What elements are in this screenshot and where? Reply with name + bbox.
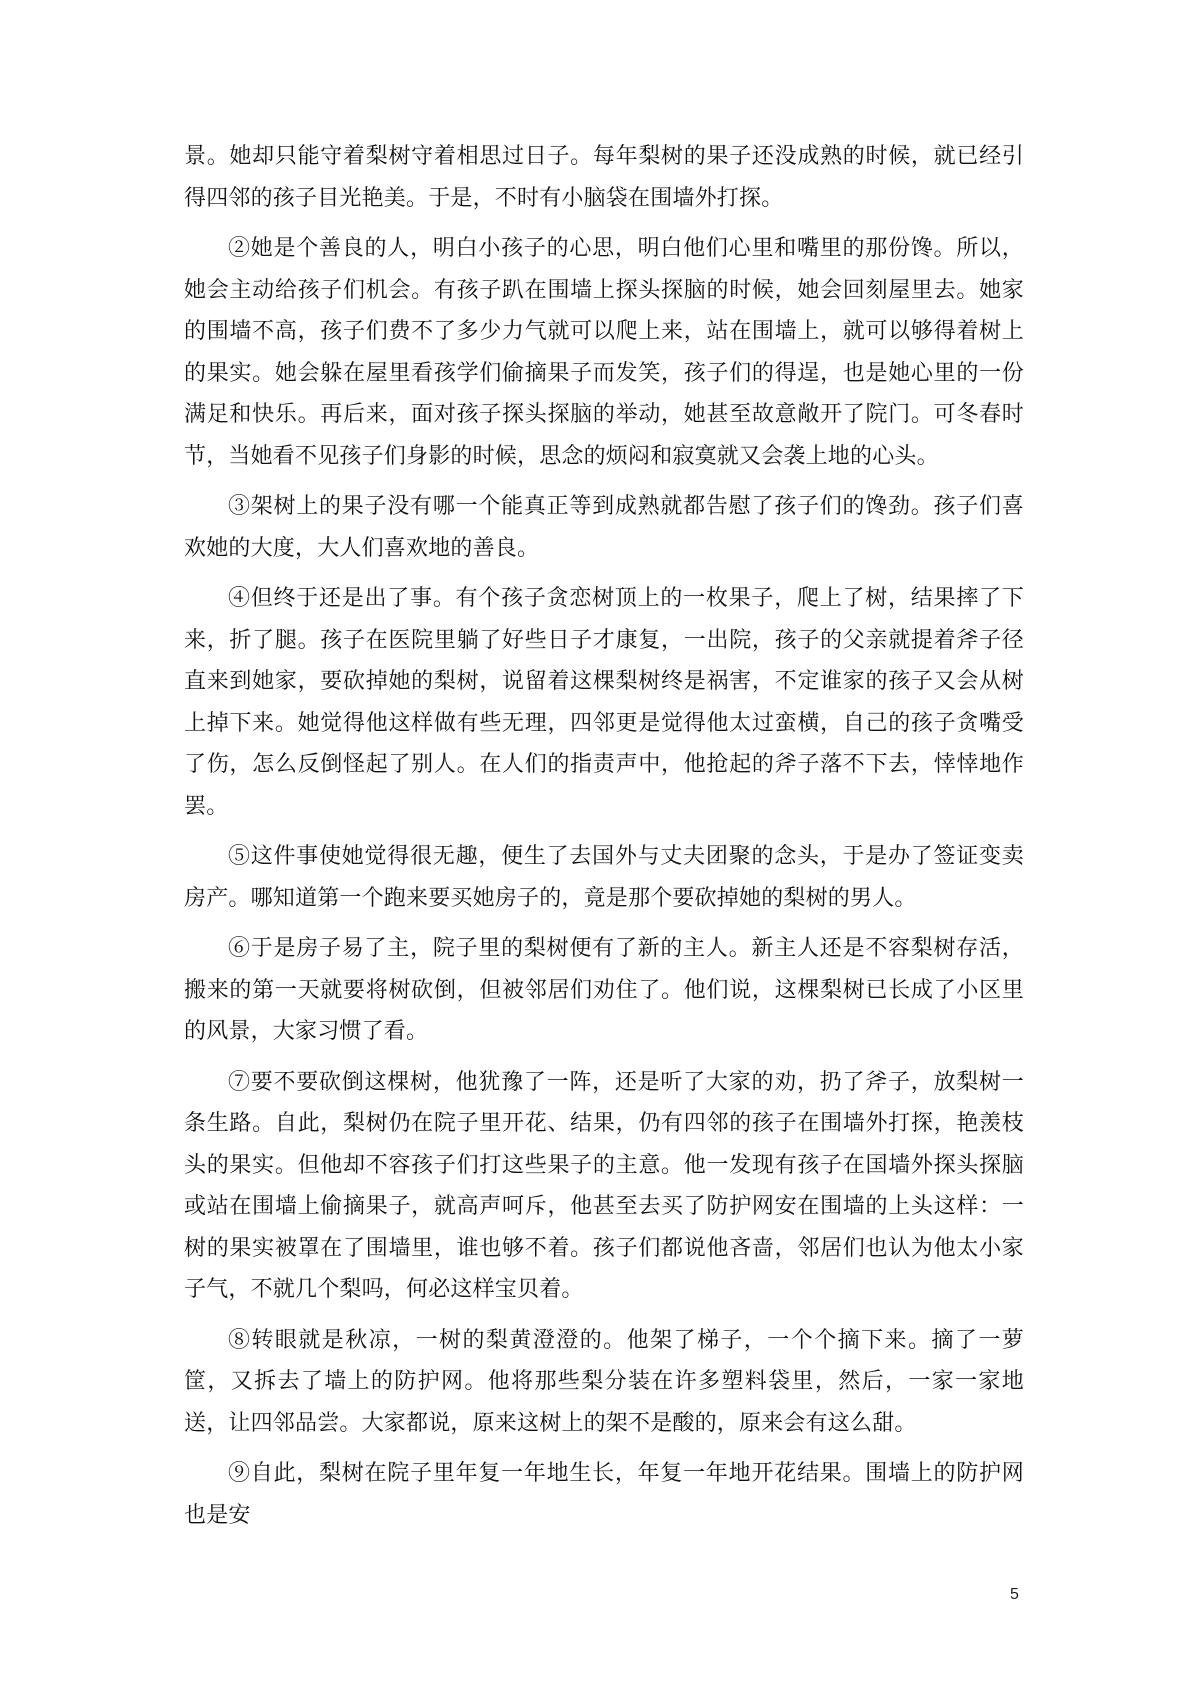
paragraph-7: ⑦要不要砍倒这棵树，他犹豫了一阵，还是听了大家的劝，扔了斧子，放梨树一条生路。自此，梨树仍在院子里开花、结果，仍有四邻的孩子在围墙外打探，艳羡枝头的果实。但他却不容孩子们打这些果子的主意。他一发现有孩子在国墙外探头探脑或站在围墙上偷摘果子，就高声呵斥，他甚至去买了防护网安在围墙的上头这样：一树的果实被罩在了围墙里，谁也够不着。孩子们都说他吝啬，邻居们也认为他太小家子气，不就几个梨吗，何必这样宝贝着。 (184, 1069, 1024, 1302)
paragraph-6: ⑥于是房子易了主，院子里的梨树便有了新的主人。新主人还是不容梨树存活，搬来的第一天就要将树砍倒，但被邻居们劝住了。他们说，这棵梨树已长成了小区里的风景，大家习惯了看。 (184, 936, 1024, 1044)
paragraph-2: ②她是个善良的人，明白小孩子的心思，明白他们心里和嘴里的那份馋。所以，她会主动给孩子们机会。有孩子趴在围墙上探头探脑的时候，她会回刻屋里去。她家的围墙不高，孩子们费不了多少力气就可以爬上来，站在围墙上，就可以够得着树上的果实。她会躲在屋里看孩学们偷摘果子而发笑，孩子们的得逞，也是她心里的一份满足和快乐。再后来，面对孩子探头探脑的举动，她甚至故意敞开了院门。可冬春时节，当她看不见孩子们身影的时候，思念的烦闷和寂寞就又会袭上地的心头。 (184, 236, 1024, 469)
paragraph-9: ⑨自此，梨树在院子里年复一年地生长，年复一年地开花结果。围墙上的防护网也是安 (184, 1461, 1024, 1528)
paragraph-3: ③架树上的果子没有哪一个能真正等到成熟就都告慰了孩子们的馋劲。孩子们喜欢她的大度，大人们喜欢地的善良。 (184, 494, 1024, 561)
page-number: 5 (1010, 1586, 1019, 1603)
paragraph-5: ⑤这件事使她觉得很无趣，便生了去国外与丈夫团聚的念头，于是办了签证变卖房产。哪知道第一个跑来要买她房子的，竟是那个要砍掉她的梨树的男人。 (184, 844, 1024, 911)
paragraph-4: ④但终于还是出了事。有个孩子贪恋树顶上的一枚果子，爬上了树，结果摔了下来，折了腿。孩子在医院里躺了好些日子才康复，一出院，孩子的父亲就提着斧子径直来到她家，要砍掉她的梨树，说留着这棵梨树终是祸害，不定谁家的孩子又会从树上掉下来。她觉得他这样做有些无理，四邻更是觉得他太过蛮横，自己的孩子贪嘴受了伤，怎么反倒怪起了别人。在人们的指责声中，他抢起的斧子落不下去，悻悻地作罢。 (184, 586, 1024, 819)
paragraph-continuation: 景。她却只能守着梨树守着相思过日子。每年梨树的果子还没成熟的时候，就已经引得四邻的孩子目光艳美。于是，不时有小脑袋在围墙外打探。 (184, 144, 1024, 211)
paragraph-8: ⑧转眼就是秋凉，一树的梨黄澄澄的。他架了梯子，一个个摘下来。摘了一萝筐，又拆去了墙上的防护网。他将那些梨分装在许多塑料袋里，然后，一家一家地送，让四邻品尝。大家都说，原来这树上的架不是酸的，原来会有这么甜。 (184, 1327, 1024, 1436)
document-body (184, 136, 1024, 1545)
